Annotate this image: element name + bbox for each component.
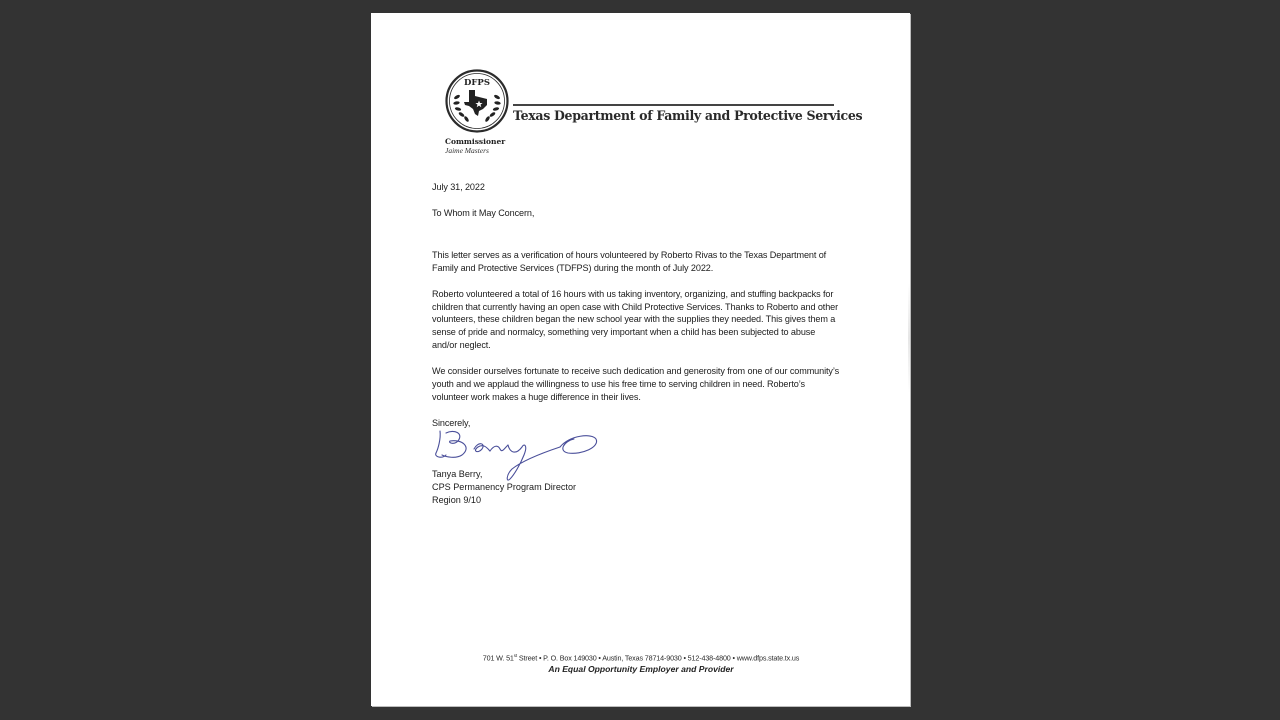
commissioner-title: Commissioner	[445, 137, 506, 146]
letter-page	[371, 13, 910, 706]
footer-tagline: An Equal Opportunity Employer and Provider	[548, 664, 734, 674]
footer-address	[453, 653, 829, 662]
paragraph: We consider ourselves fortunate to receive such dedication and generosity from one of our community’s youth and we applaud the willingness to use his free time to serving children in need. Roberto’s volunteer work makes a huge difference in their lives.	[432, 366, 840, 402]
dfps-seal-logo	[445, 69, 509, 133]
paragraph: This letter serves as a verification of hours volunteered by Roberto Rivas to the Texas Department of Family and Protective Services (TDFPS) during the month of July 2022.	[432, 249, 827, 273]
header-divider	[513, 104, 834, 106]
agency-name: Texas Department of Family and Protective Services	[513, 108, 863, 123]
commissioner-name: Jaime Masters	[445, 146, 489, 155]
address-details: Street • P. O. Box 149030 • Austin, Texas 78714-9030 • 512-438-4800 • www.dfps.state.tx.us	[516, 653, 800, 663]
signer-region: Region 9/10	[432, 494, 482, 505]
closing: Sincerely,	[432, 417, 471, 428]
letter-body	[432, 181, 842, 430]
scan-edge-shadow	[908, 283, 910, 393]
letter-date: July 31, 2022	[432, 182, 485, 192]
address-ordinal: st	[513, 653, 517, 658]
signer-title: CPS Permanency Program Director	[432, 481, 577, 492]
address-street-number: 701 W. 51	[482, 653, 514, 663]
signer-block	[432, 468, 576, 507]
paragraph: Roberto volunteered a total of 16 hours with us taking inventory, organizing, and stuffing backpacks for children that currently having an open case with Child Protective Services. Thanks to Roberto and other volunteers, these children began the new school year with the supplies they needed. This gives them a sense of pride and normalcy, something very important when a child has been subjected to abuse and/or neglect.	[432, 288, 839, 351]
seal-text: DFPS	[464, 78, 490, 88]
salutation: To Whom it May Concern,	[432, 207, 535, 218]
signer-name: Tanya Berry,	[432, 469, 483, 479]
